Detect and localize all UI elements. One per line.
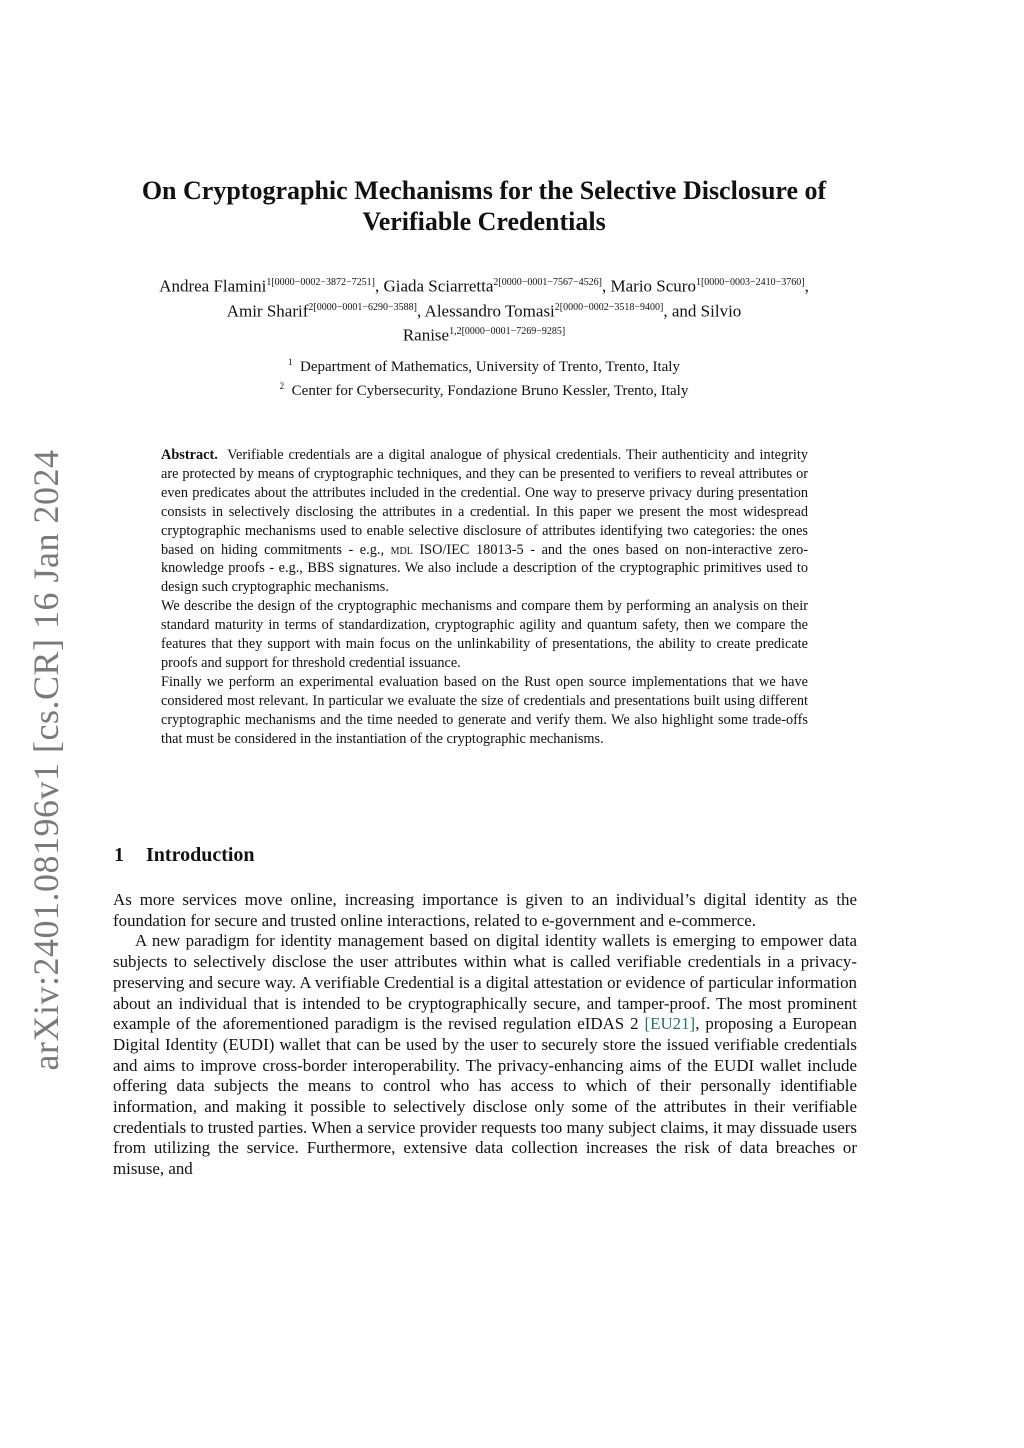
author-name: Silvio Ranise: [402, 301, 742, 345]
section-number: 1: [114, 844, 124, 866]
author-name: Andrea Flamini: [159, 276, 267, 296]
arxiv-identifier: arXiv:2401.08196v1 [cs.CR] 16 Jan 2024: [26, 449, 66, 1071]
section-title: Introduction: [146, 844, 255, 866]
body-text-run: , proposing a European Digital Identity (EUDI) wallet that can be used by the user to securely store the issued verifiable credentials and aims to improve cross-border interoperability. The privacy-enhancing aims of the EUDI wallet include offering data subjects the means to control who has access to which of their personally identifiable information, and making it possible to selectively disclose only some of the attributes in their verifiable credentials to trusted parties. When a service provider requests too many subject claims, it may dissuade users from utilizing the service. Furthermore, extensive data collection increases the risk of data breaches or misuse, and: [113, 1014, 858, 1179]
affiliations: [150, 353, 818, 401]
author-name: Mario Scuro: [610, 276, 696, 296]
author-orcid: 1[0000−0003−2410−3760]: [695, 277, 805, 288]
author-orcid: 2[0000−0002−3518−9400]: [554, 301, 664, 313]
citation-link[interactable]: [EU21]: [644, 1014, 696, 1034]
author-separator: ,: [374, 276, 384, 296]
affiliation-item: [150, 377, 818, 401]
author-separator: , and: [663, 301, 701, 321]
author-separator: ,: [602, 276, 611, 296]
body-paragraph: As more services move online, increasing importance is given to an individual’s digital identity as the foundation for secure and trusted online interactions, related to e-government and e-commerce.: [113, 890, 857, 930]
affiliation-text: Department of Mathematics, University of Trento, Trento, Italy: [300, 359, 680, 375]
author-separator: ,: [416, 301, 425, 321]
author-orcid: 2[0000−0001−6290−3588]: [308, 301, 417, 313]
abstract-paragraph: We describe the design of the cryptographic mechanisms and compare them by performing an analysis on their standard maturity in terms of standardization, cryptographic agility and quantum safety, then we compare the features that they support with main focus on the unlinkability of presentations, the ability to create predicate proofs and support for threshold credential issuance.: [161, 598, 808, 671]
abstract-text: Verifiable credentials are a digital analogue of physical credentials. Their authenticity and integrity are protected by means of cryptographic techniques, and they can be presented to verifiers to reveal attributes or even predicates about the attributes included in the credential. One way to preserve privacy during presentation consists in selectively disclosing the attributes in a credential. In this paper we present the most widespread cryptographic mechanisms used to enable selective disclosure of attributes identifying two categories: the ones based on hiding commitments - e.g.,: [161, 447, 809, 558]
author-name: Alessandro Tomasi: [424, 301, 555, 321]
author-orcid: 1,2[0000−0001−7269−9285]: [449, 326, 566, 338]
author-list: [150, 272, 818, 346]
affiliation-text: Center for Cybersecurity, Fondazione Bruno Kessler, Trento, Italy: [291, 383, 689, 399]
affiliation-item: [150, 353, 818, 377]
author-orcid: 1[0000−0002−3872−7251]: [266, 277, 375, 288]
abstract-mdl-term: mdl: [390, 541, 413, 558]
author-name: Giada Sciarretta: [383, 276, 494, 296]
affiliation-number: 1: [288, 357, 293, 367]
author-separator: ,: [804, 276, 809, 296]
abstract-text: ISO/IEC 18013-5 - and the ones based on non-interactive zero-knowledge proofs - e.g., BBS signatures. We also include a description of the cryptographic primitives used to design such cryptographic mechanisms.: [161, 541, 809, 596]
paper-title: On Cryptographic Mechanisms for the Selective Disclosure of Verifiable Credentials: [141, 176, 827, 236]
abstract-paragraph: Finally we perform an experimental evaluation based on the Rust open source implementations that we have considered most relevant. In particular we evaluate the size of credentials and presentations built using different cryptographic mechanisms and the time needed to generate and verify them. We also highlight some trade-offs that must be considered in the instantiation of the cryptographic mechanisms.: [161, 673, 808, 747]
affiliation-number: 2: [279, 381, 285, 391]
abstract-paragraph: [161, 446, 808, 597]
body-text-run: A new paradigm for identity management based on digital identity wallets is emerging to empower data subjects to selectively disclose the user attributes within what is called verifiable credentials in a privacy-preserving and secure way. A verifiable Credential is a digital attestation or evidence of particular information about an individual that is intended to be cryptographically secure, and tamper-proof. The most prominent example of the aforementioned paradigm is the revised regulation eIDAS 2: [113, 931, 857, 1034]
body-paragraph: [113, 931, 857, 1179]
author-orcid: 2[0000−0001−7567−4526]: [493, 277, 602, 288]
section-heading: [114, 843, 255, 867]
body-text: [113, 890, 857, 1180]
abstract-label: Abstract.: [161, 447, 218, 463]
abstract: [161, 446, 808, 749]
author-name: Amir Sharif: [226, 301, 309, 321]
